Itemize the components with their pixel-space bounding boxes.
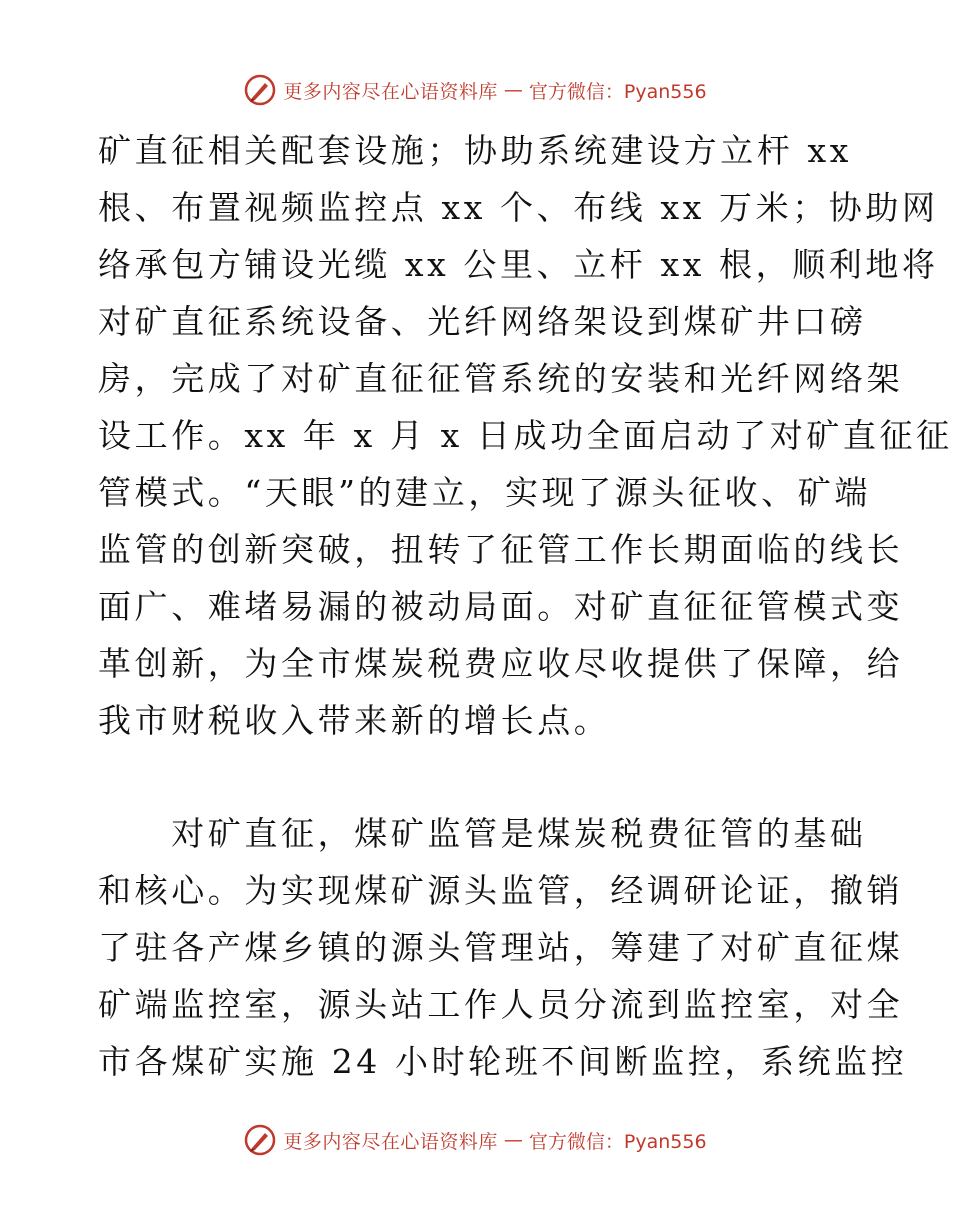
paragraph-1 <box>98 122 953 749</box>
text-line: 房，完成了对矿直征征管系统的安装和光纤网络架 <box>98 359 904 398</box>
watermark-main-text: 更多内容尽在心语资料库 <box>283 80 498 103</box>
paragraph-spacer <box>98 749 850 805</box>
text-line: 矿端监控室，源头站工作人员分流到监控室，对全 <box>98 985 904 1024</box>
pen-logo-icon <box>243 73 277 107</box>
watermark-main-text: 更多内容尽在心语资料库 <box>283 1130 498 1153</box>
text-line: 市各煤矿实施 24 小时轮班不间断监控，系统监控 <box>98 1042 908 1081</box>
text-line: 管模式。“天眼”的建立，实现了源头征收、矿端 <box>98 473 871 512</box>
text-line: 我市财税收入带来新的增长点。 <box>98 701 611 740</box>
watermark-wechat-text: 官方微信：Pyan556 <box>528 1130 707 1153</box>
text-line: 监管的创新突破，扭转了征管工作长期面临的线长 <box>98 530 904 569</box>
text-line: 面广、难堵易漏的被动局面。对矿直征征管模式变 <box>98 587 904 626</box>
text-line: 革创新，为全市煤炭税费应收尽收提供了保障，给 <box>98 644 904 683</box>
text-line: 了驻各产煤乡镇的源头管理站，筹建了对矿直征煤 <box>98 928 904 967</box>
paragraph-2 <box>98 805 908 1090</box>
pen-logo-icon <box>243 1123 277 1157</box>
text-line: 矿直征相关配套设施；协助系统建设方立杆 xx <box>98 131 852 170</box>
text-line: 和核心。为实现煤矿源头监管，经调研论证，撤销 <box>98 871 904 910</box>
text-line: 络承包方铺设光缆 xx 公里、立杆 xx 根，顺利地将 <box>98 245 939 284</box>
document-body <box>98 122 953 1090</box>
footer-watermark <box>0 1120 950 1160</box>
watermark-dash: — <box>503 1129 523 1151</box>
text-line: 对矿直征，煤矿监管是煤炭税费征管的基础 <box>98 814 867 853</box>
text-line: 设工作。xx 年 x 月 x 日成功全面启动了对矿直征征 <box>98 416 953 455</box>
watermark-wechat-text: 官方微信：Pyan556 <box>528 80 707 103</box>
watermark-dash: — <box>503 79 523 101</box>
header-watermark <box>0 70 950 110</box>
text-line: 根、布置视频监控点 xx 个、布线 xx 万米；协助网 <box>98 188 939 227</box>
text-line: 对矿直征系统设备、光纤网络架设到煤矿井口磅 <box>98 302 867 341</box>
